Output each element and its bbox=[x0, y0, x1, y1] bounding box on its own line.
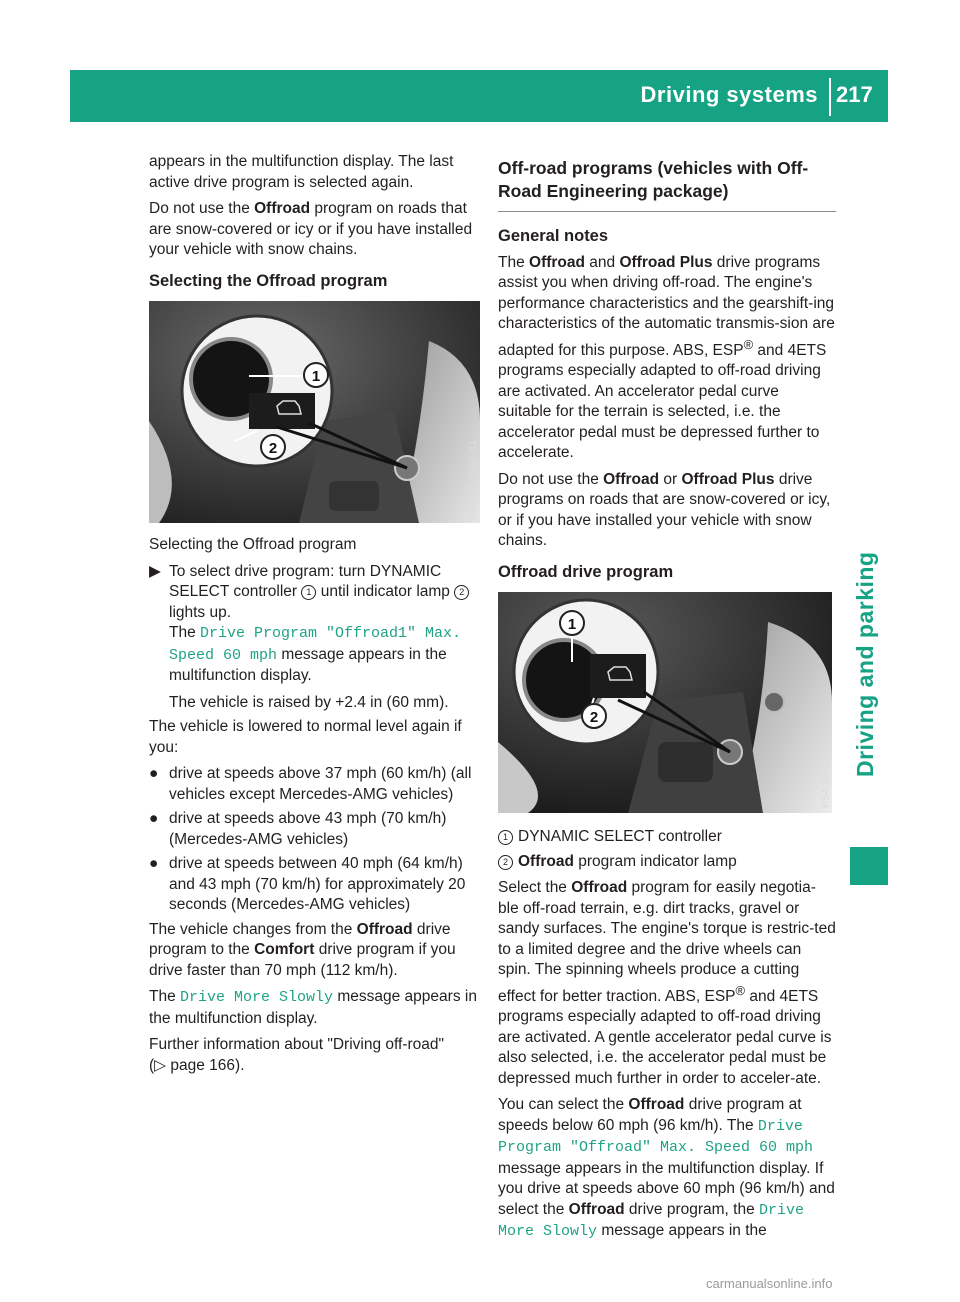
legend-item: 2 Offroad program indicator lamp bbox=[498, 852, 836, 873]
section-heading: General notes bbox=[498, 227, 609, 245]
paragraph: appears in the multifunction display. The last active drive program is selected again. bbox=[149, 153, 454, 191]
paragraph: Do not use the Offroad or Offroad Plus drive programs on roads that are snow-covered or icy, or if you have installed your vehicle with snow chains. bbox=[498, 470, 831, 550]
paragraph: The vehicle is raised by +2.4 in (60 mm). bbox=[169, 693, 449, 711]
watermark: carmanualsonline.info bbox=[706, 1276, 833, 1291]
header-divider bbox=[829, 78, 831, 116]
bullet-icon: ● bbox=[149, 810, 159, 827]
legend-item: 1 DYNAMIC SELECT controller bbox=[498, 827, 836, 848]
paragraph: You can select the Offroad drive program at speeds below 60 mph (96 km/h). The Drive Program "Offroad" Max. Speed 60 mph message appears in the multifunction display. If you drive at speeds above 60 mph (96 km/h) and select the Offroad drive program, the Drive More Slowly message appears in the bbox=[498, 1096, 835, 1241]
display-message: Drive More Slowly bbox=[498, 1201, 805, 1241]
callout-2-icon: 2 bbox=[498, 855, 513, 870]
paragraph: The vehicle is lowered to normal level again if you: bbox=[149, 718, 462, 756]
divider bbox=[498, 211, 836, 212]
paragraph: The vehicle changes from the Offroad drive program to the Comfort drive program if you drive faster than 70 mph (112 km/h). bbox=[149, 920, 456, 979]
arrow-icon: ▶ bbox=[149, 562, 161, 580]
paragraph: The Offroad and Offroad Plus drive programs assist you when driving off-road. The engine's performance characteristics and the gearshift-ing characteristics of the automatic transmis-sion are adapted for this purpose. ABS, ESP® and 4ETS programs especially adapted to off-road driving are activated. An accelerator pedal curve suitable for the terrain is selected, i.e. the accelerator pedal must be depressed further to accelerate. bbox=[498, 253, 835, 462]
paragraph: The Drive More Slowly message appears in the multifunction display. bbox=[149, 988, 477, 1027]
display-message: Drive Program "Offroad1" Max. Speed 60 mph bbox=[169, 625, 462, 664]
bullet-icon: ● bbox=[149, 765, 159, 782]
paragraph: Further information about "Driving off-road" (▷ page 166). bbox=[149, 1036, 445, 1074]
display-message: Drive Program "Offroad" Max. Speed 60 mph bbox=[498, 1117, 814, 1157]
figure-id: P54.26-0265-31 bbox=[820, 729, 832, 809]
page-reference-link[interactable]: (▷ page 166). bbox=[149, 1056, 245, 1074]
svg-text:1: 1 bbox=[567, 616, 577, 634]
list-item: ● drive at speeds between 40 mph (64 km/h) and 43 mph (70 km/h) for approximately 20 seconds (Mercedes-AMG vehicles) bbox=[149, 855, 466, 913]
left-column bbox=[149, 152, 481, 1082]
section-heading: Selecting the Offroad program bbox=[149, 271, 388, 290]
side-tab-marker bbox=[850, 847, 888, 885]
display-message: Drive More Slowly bbox=[180, 989, 334, 1006]
svg-text:2: 2 bbox=[268, 440, 278, 457]
callout-1-icon: 1 bbox=[498, 830, 513, 845]
bullet-icon: ● bbox=[149, 855, 159, 872]
figure-dynamic-select bbox=[149, 301, 480, 523]
figure-caption: Selecting the Offroad program bbox=[149, 536, 357, 553]
right-column bbox=[498, 157, 836, 1249]
figure-id: P54.26-0360-31 bbox=[467, 440, 479, 519]
svg-text:1: 1 bbox=[311, 368, 321, 385]
section-heading: Offroad drive program bbox=[498, 562, 674, 581]
svg-text:2: 2 bbox=[589, 709, 599, 727]
callout-1-icon: 1 bbox=[301, 585, 316, 600]
section-title: Driving systems bbox=[640, 82, 818, 107]
list-item: ● drive at speeds above 43 mph (70 km/h) (Mercedes-AMG vehicles) bbox=[149, 810, 447, 848]
figure-offroad-controller bbox=[498, 592, 832, 813]
page-number: 217 bbox=[836, 82, 873, 107]
list-item: ● drive at speeds above 37 mph (60 km/h) (all vehicles except Mercedes-AMG vehicles) bbox=[149, 765, 472, 803]
callout-2-icon: 2 bbox=[454, 585, 469, 600]
instruction-step: ▶ To select drive program: turn DYNAMIC SELECT controller 1 until indicator lamp 2 lights up. The Drive Program "Offroad1" Max. Speed 60 mph message appears in the multifunction display. The vehicle is raised by +2.4 in (60 mm). bbox=[149, 562, 481, 714]
paragraph: Select the Offroad program for easily negotia-ble off-road terrain, e.g. dirt tracks, gravel or sandy surfaces. The engine's torque is restric-ted to a limited degree and the drive wheels can spin. The spinning wheels produce a cutting effect for better traction. ABS, ESP® and 4ETS programs especially adapted to off-road driving are activated. A gentle accelerator pedal curve is also selected, i.e. the accelerator pedal must be depressed much further in order to acceler-ate. bbox=[498, 879, 836, 1087]
chapter-title: Off-road programs (vehicles with Off-Road Engineering package) bbox=[498, 158, 809, 201]
side-tab-label: Driving and parking bbox=[852, 551, 878, 777]
paragraph: Do not use the Offroad program on roads that are snow-covered or icy or if you have installed your vehicle with snow chains. bbox=[149, 200, 473, 258]
